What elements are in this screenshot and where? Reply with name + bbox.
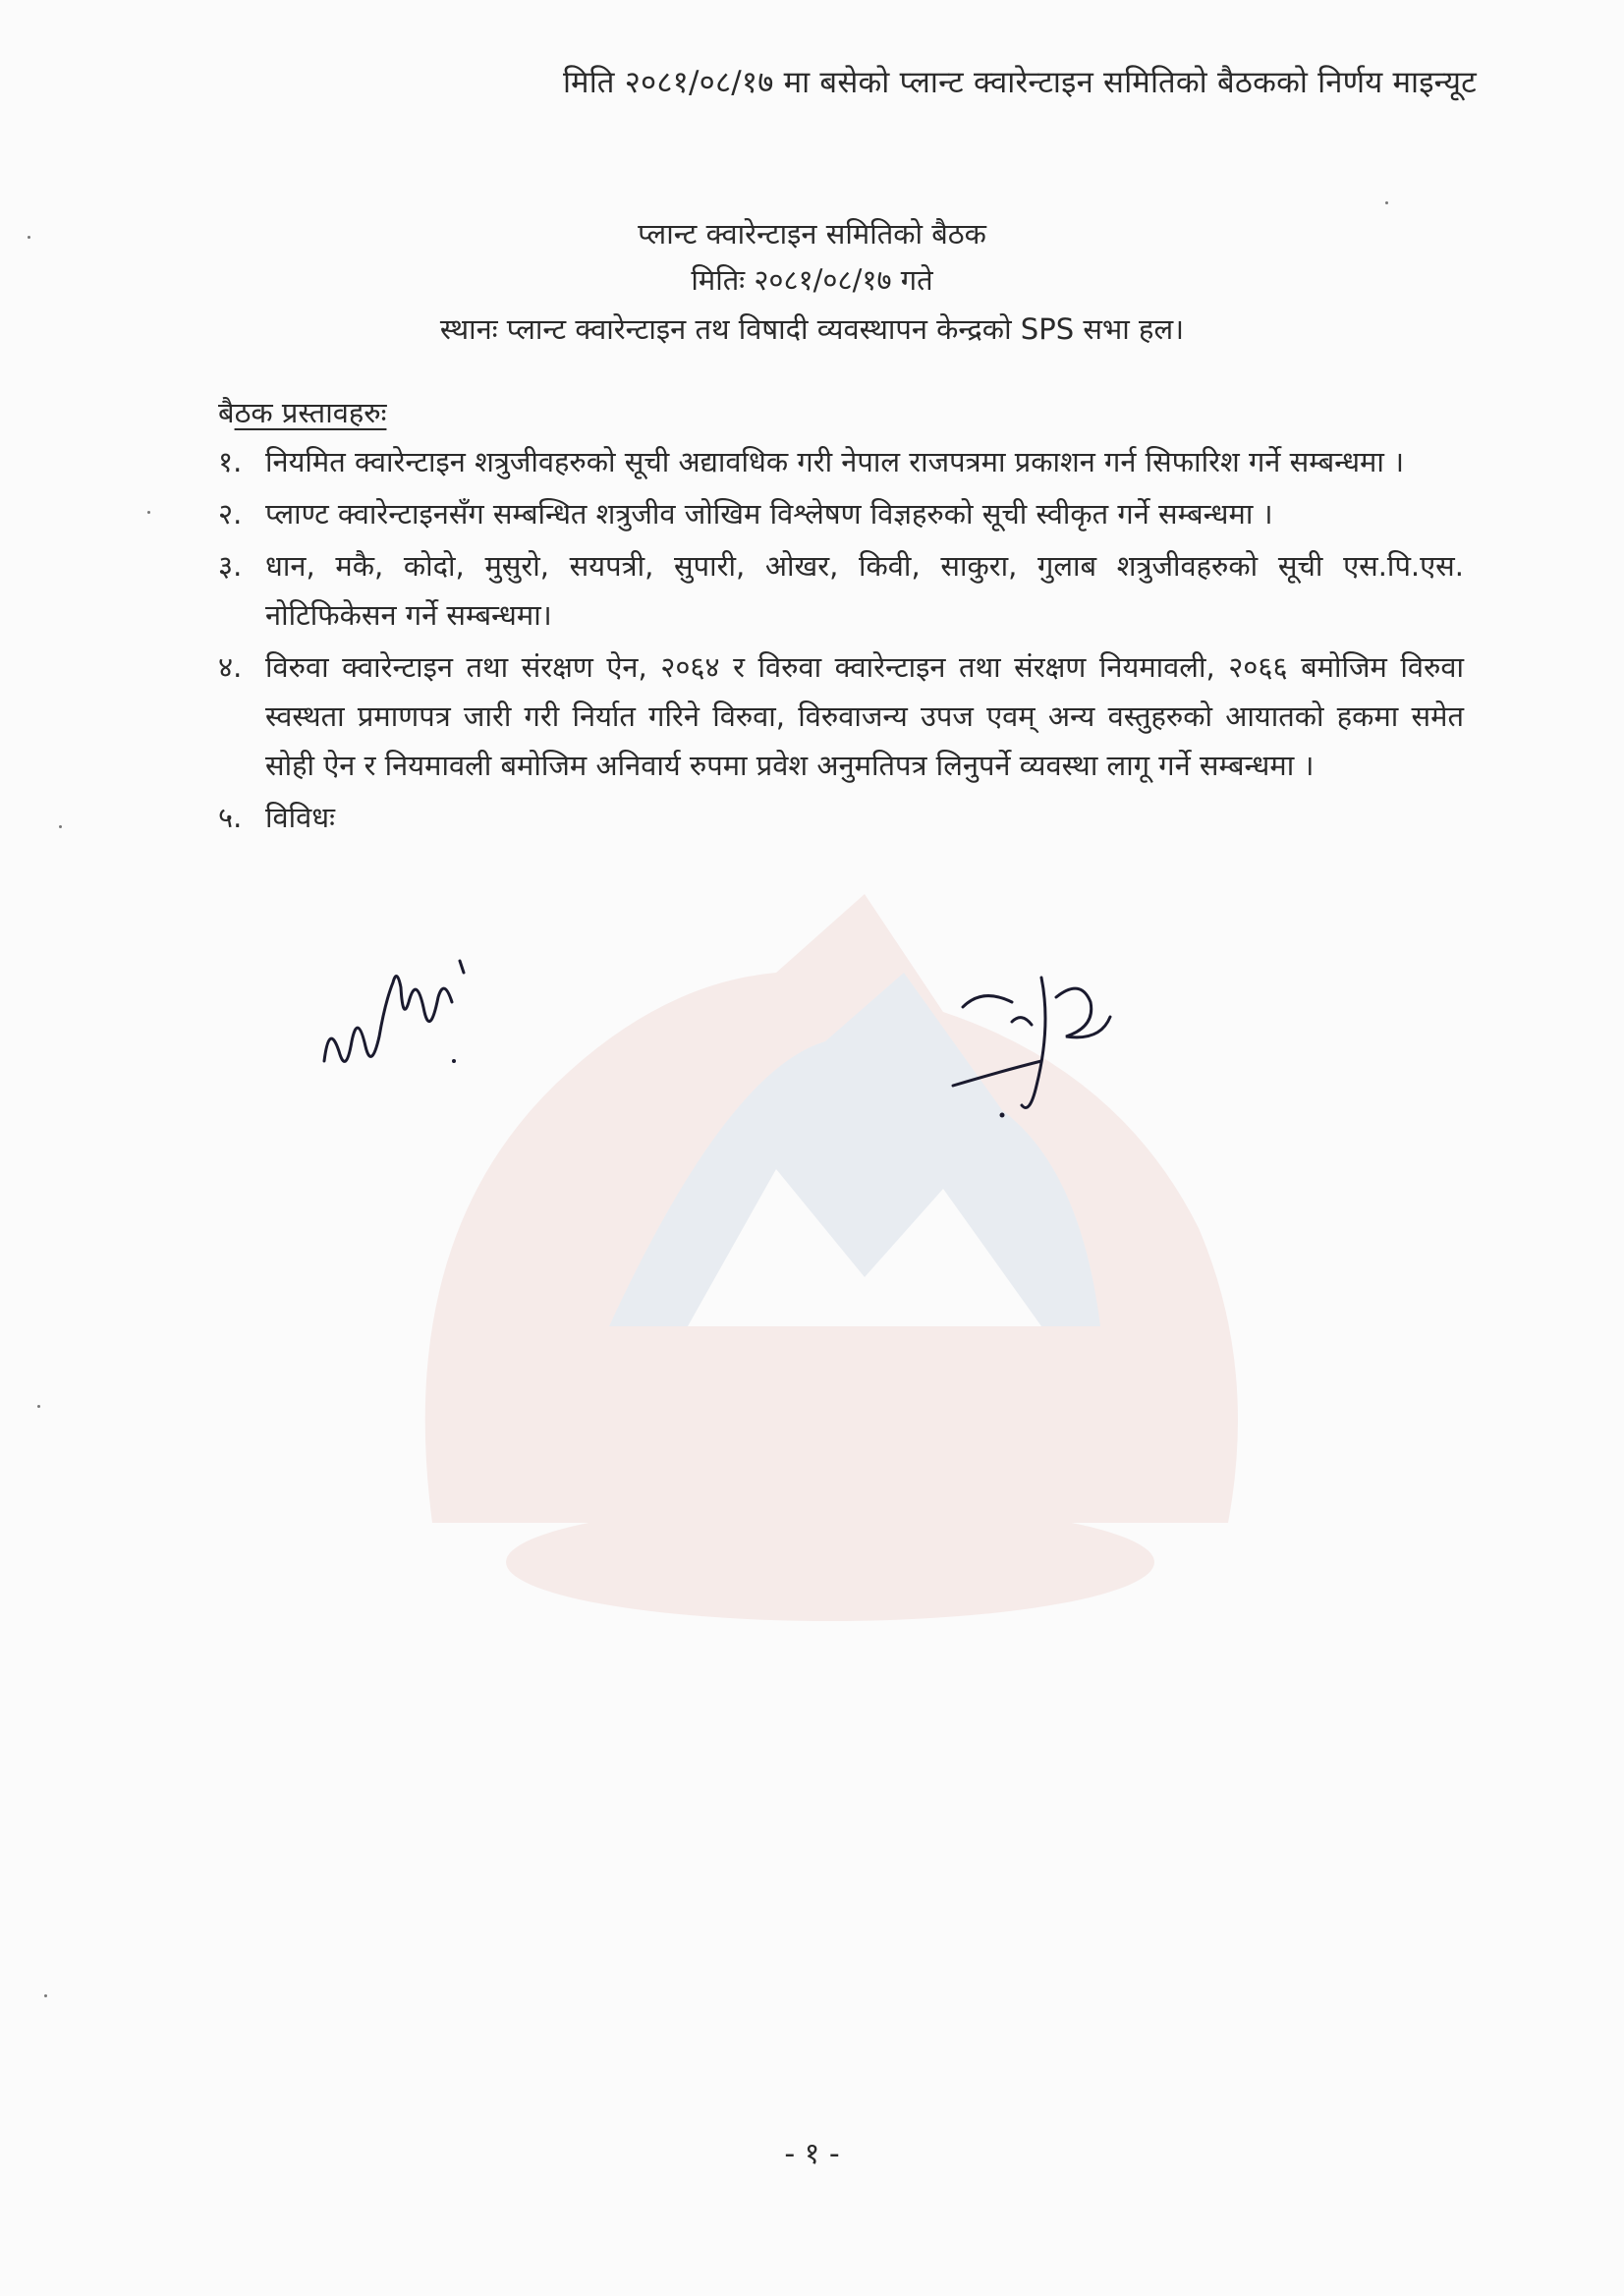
list-item <box>218 489 1464 538</box>
proposals-heading <box>218 393 386 431</box>
scan-speck <box>59 825 62 828</box>
signature-left <box>314 943 481 1091</box>
item-text: नियमित क्वारेन्टाइन शत्रुजीवहरुको सूची अद्यावधिक गरी नेपाल राजपत्रमा प्रकाशन गर्न सिफारिश गर्ने सम्बन्धमा । <box>265 445 1405 478</box>
meeting-venue: स्थानः प्लान्ट क्वारेन्टाइन तथ विषादी व्यवस्थापन केन्द्रको SPS सभा हल। <box>439 312 1185 346</box>
list-item <box>218 793 1464 842</box>
meeting-date: मितिः २०८१/०८/१७ गते <box>691 263 933 297</box>
item-number: ४. <box>218 650 243 684</box>
scan-speck <box>147 511 150 514</box>
proposals-list <box>218 437 1464 845</box>
list-item <box>218 437 1464 486</box>
page-number: - १ - <box>784 2137 840 2171</box>
item-text: विरुवा क्वारेन्टाइन तथा संरक्षण ऐन, २०६४ र विरुवा क्वारेन्टाइन तथा संरक्षण नियमावली, २०६६ बमोजिम विरुवा स्वस्थता प्रमाणपत्र जारी गरी निर्यात गरिने विरुवा, विरुवाजन्य उपज एवम् अन्य वस्तुहरुको आयातको हकमा समेत सोही ऐन र नियमावली बमोजिम अनिवार्य रुपमा प्रवेश अनुमतिपत्र लिनुपर्ने व्यवस्था लागू गर्ने सम्बन्धमा । <box>265 650 1464 782</box>
scan-speck <box>44 1994 47 1997</box>
scan-speck <box>28 236 30 239</box>
item-number: १. <box>218 445 243 478</box>
list-item <box>218 643 1464 790</box>
emblem-watermark <box>314 815 1346 1660</box>
item-number: ३. <box>218 549 243 583</box>
proposals-heading-prefix: बै <box>218 396 235 429</box>
scan-speck <box>37 1405 40 1408</box>
list-item <box>218 541 1464 640</box>
signature-right <box>943 968 1140 1125</box>
item-number: ५. <box>218 801 243 834</box>
item-text: प्लाण्ट क्वारेन्टाइनसँग सम्बन्धित शत्रुजीव जोखिम विश्लेषण विज्ञहरुको सूची स्वीकृत गर्ने सम्बन्धमा । <box>265 497 1273 531</box>
item-text: विविधः <box>265 801 335 834</box>
proposals-heading-underlined: ठक प्रस्तावहरुः <box>234 396 387 429</box>
minute-title: मिति २०८१/०८/१७ मा बसेको प्लान्ट क्वारेन्टाइन समितिको बैठकको निर्णय माइन्यूट <box>562 65 1477 100</box>
scan-speck <box>1385 201 1388 204</box>
item-number: २. <box>218 497 243 531</box>
meeting-name: प्लान्ट क्वारेन्टाइन समितिको बैठक <box>638 217 986 251</box>
item-text: धान, मकै, कोदो, मुसुरो, सयपत्री, सुपारी, ओखर, किवी, साकुरा, गुलाब शत्रुजीवहरुको सूची एस.पि.एस. नोटिफिकेसन गर्ने सम्बन्धमा। <box>265 549 1464 632</box>
